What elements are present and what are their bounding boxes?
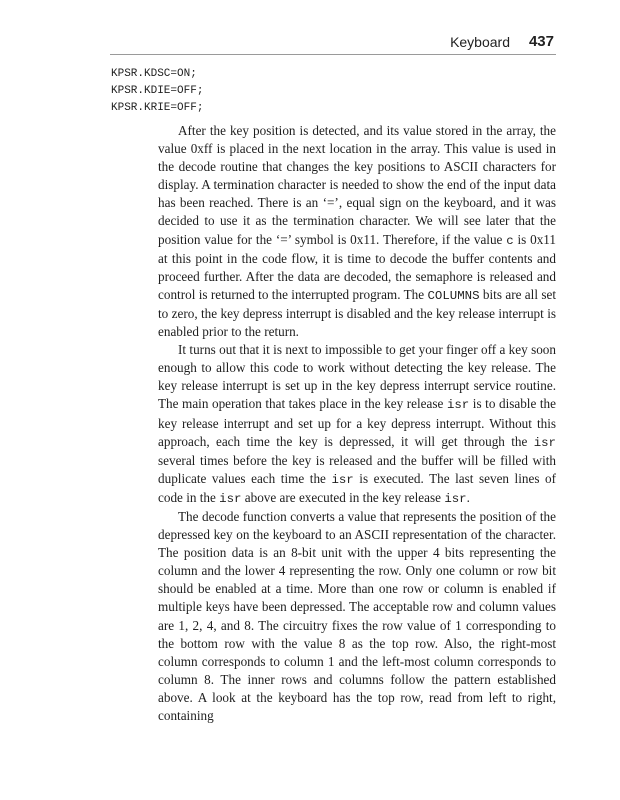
text-run: is to disable the key release interrupt and set up for a key depress interrupt. Without this approach, each time the key is depressed, it will get through the bbox=[158, 396, 556, 449]
section-title: Keyboard bbox=[450, 34, 510, 50]
running-header bbox=[110, 32, 556, 54]
inline-code: isr bbox=[331, 472, 354, 487]
inline-code: c bbox=[506, 233, 514, 248]
code-line: KPSR.KDIE=OFF; bbox=[111, 85, 204, 97]
paragraph-1 bbox=[158, 122, 556, 341]
text-run: above are executed in the key release bbox=[241, 489, 445, 505]
code-block bbox=[111, 66, 203, 117]
code-line: KPSR.KDSC=ON; bbox=[111, 68, 197, 80]
text-run: It turns out that it is next to impossible to get your finger off a key soon enough to allow this code to work without detecting the key release. The key release interrupt is set up in the key depress interrupt service routine. The main operation that takes place in the key release bbox=[158, 342, 556, 412]
text-run: . bbox=[466, 489, 470, 505]
text-run: several times before the key is released and the buffer will be filled with duplicate values each time the bbox=[158, 452, 556, 486]
inline-code: COLUMNS bbox=[427, 288, 480, 303]
inline-code: isr bbox=[444, 491, 467, 506]
text-run: is 0x11 at this point in the code flow, it is time to decode the buffer contents and proceed further. After the data are decoded, the semaphore is released and control is returned to the interrupted program. The bbox=[158, 231, 556, 302]
paragraph-2 bbox=[158, 341, 556, 508]
text-run: bits are all set to zero, the key depress interrupt is disabled and the key release interrupt is enabled prior to the return. bbox=[158, 286, 556, 340]
text-run: The decode function converts a value that represents the position of the depressed key on the keyboard to an ASCII representation of the character. The position data is an 8-bit unit with the upper 4 bits representing the column and the lower 4 representing the row. Only one column or row bit should be enabled at a time. More than one row or column is enabled if multiple keys have been depressed. The acceptable row and column values are 1, 2, 4, and 8. The circuitry fixes the row value of 1 corresponding to the bottom row with the value 8 as the top row. Also, the right-most column corresponds to column 1 and the left-most column corresponds to column 8. The inner rows and columns follow the pattern established above. A look at the keyboard has the top row, read from left to right, containing bbox=[158, 508, 556, 723]
text-run: After the key position is detected, and its value stored in the array, the value 0xff is placed in the next location in the array. This value is used in the decode routine that changes the key positions to ASCII characters for display. A termination character is needed to show the end of the input data has been reached. There is an ‘=’, equal sign on the keyboard, and it was decided to use it as the termination character. We will see later that the position value for the ‘=’ symbol is 0x11. Therefore, if the value bbox=[158, 123, 556, 247]
inline-code: isr bbox=[533, 435, 556, 450]
paragraph-3 bbox=[158, 508, 556, 725]
inline-code: isr bbox=[219, 491, 242, 506]
inline-code: isr bbox=[446, 398, 470, 413]
header-rule bbox=[110, 54, 556, 55]
body-text bbox=[158, 122, 556, 725]
text-run: is executed. The last seven lines of code in the bbox=[158, 470, 556, 505]
page-number: 437 bbox=[528, 33, 554, 50]
code-line: KPSR.KRIE=OFF; bbox=[111, 102, 204, 114]
